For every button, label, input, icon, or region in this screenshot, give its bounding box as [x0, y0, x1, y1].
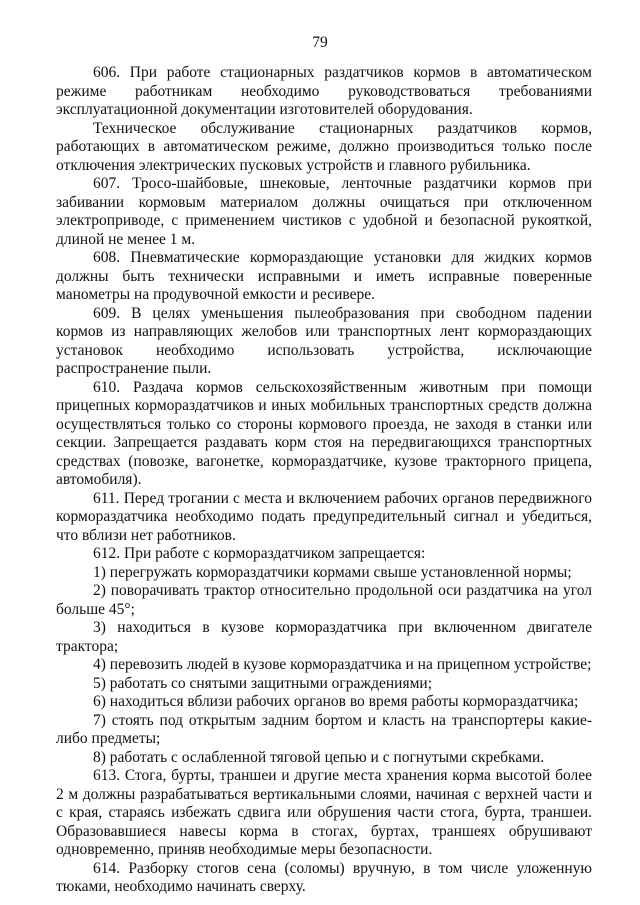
paragraph: 611. Перед трогании с места и включением рабочих органов передвижного кормораздатчика необходимо подать предупредительный сигнал и убедиться, что вблизи нет работников.	[56, 489, 592, 544]
list-item: 8) работать с ослабленной тяговой цепью и с погнутыми скребками.	[93, 748, 545, 766]
list-item: 3) находиться в кузове кормораздатчика при включенном двигателе трактора;	[56, 619, 592, 655]
list-item: 4) перевозить людей в кузове кормораздатчика и на прицепном устройстве;	[93, 656, 592, 673]
paragraph: 613. Стога, бурты, траншеи и другие места хранения корма высотой более 2 м должны разрабатываться вертикальными слоями, начиная с верхней части и с края, стараясь избежать сдвига или обрушения части стога, бурта, траншеи. Образовавшиеся навесы корма в стогах, буртах, траншеях обрушивают одновременно, приняв необходимые меры безопасности.	[56, 767, 592, 858]
paragraph: 610. Раздача кормов сельскохозяйственным животным при помощи прицепных кормораздатчиков и иных мобильных транспортных средств должна осуществляться только со стороны кормового проезда, не заходя в станки или секции. Запрещается раздавать корм стоя на передвигающихся транспортных средствах (повозке, вагонетке, кормораздатчике, кузове тракторного прицепа, автомобиля).	[56, 378, 592, 488]
paragraph: 608. Пневматические кормораздающие установки для жидких кормов должны быть технически исправными и иметь исправные поверенные манометры на продувочной емкости и ресивере.	[56, 249, 592, 303]
paragraph: Техническое обслуживание стационарных раздатчиков кормов, работающих в автоматическом режиме, должно производиться только после отключения электрических пусковых устройств и главного рубильника.	[56, 119, 592, 174]
paragraph: 612. При работе с кормораздатчиком запрещается:	[93, 545, 426, 562]
page-number: 79	[312, 34, 328, 51]
list-item: 1) перегружать кормораздатчики кормами свыше установленной нормы;	[93, 563, 572, 581]
paragraph: 609. В целях уменьшения пылеобразования при свободном падении кормов из направляющих желобов или транспортных лент кормораздающих установок необходимо использовать устройства, исключающие распространение пыли.	[56, 304, 592, 377]
paragraph: 607. Тросо-шайбовые, шнековые, ленточные раздатчики кормов при забивании кормовым материалом должны очищаться при отключенном электроприводе, с применением чистиков с удобной и безопасной рукояткой, длиной не менее 1 м.	[56, 175, 592, 248]
document-body	[56, 64, 592, 897]
list-item: 5) работать со снятыми защитными ограждениями;	[93, 674, 433, 692]
paragraph: 606. При работе стационарных раздатчиков кормов в автоматическом режиме работникам необходимо руководствоваться требованиями эксплуатационной документации изготовителей оборудования.	[56, 64, 592, 118]
paragraph: 614. Разборку стогов сена (соломы) вручную, в том числе уложенную тюками, необходимо начинать сверху.	[56, 859, 592, 895]
list-item: 6) находиться вблизи рабочих органов во время работы кормораздатчика;	[93, 693, 579, 710]
list-item: 2) поворачивать трактор относительно продольной оси раздатчика на угол больше 45°;	[56, 582, 592, 618]
list-item: 7) стоять под открытым задним бортом и класть на транспортеры какие-либо предметы;	[56, 711, 592, 747]
